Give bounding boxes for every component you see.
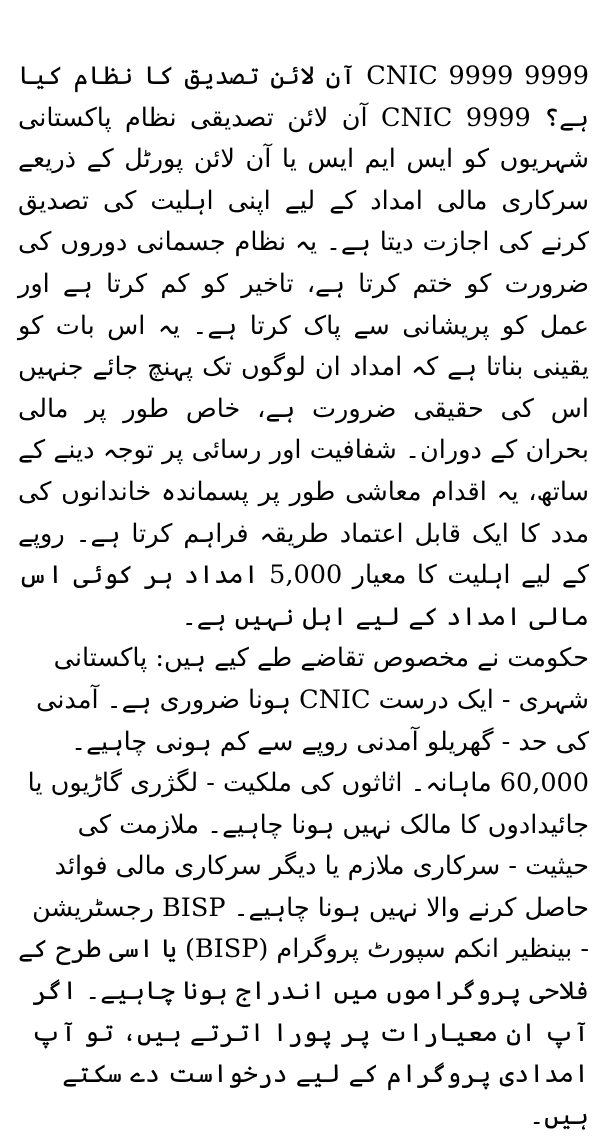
article-paragraph-requirements: حکومت نے مخصوص تقاضے طے کیے ہیں: پاکستانی شہری - ایک درست CNIC ہونا ضروری ہے۔ آمدنی کی حد - گھریلو آمدنی روپے سے کم ہونی چاہیے۔ 60,000 ماہانہ۔ اثاثوں کی ملکیت - لگژری گاڑیوں یا جائیدادوں کا مالک نہیں ہونا چاہیے۔ ملازمت کی حیثیت - سرکاری ملازم یا دیگر سرکاری مالی فوائد حاصل کرنے والا نہیں ہونا چاہیے۔ BISP رجسٹریشن - بینظیر انکم سپورٹ پروگرام (BISP) یا اسی طرح کے فلاحی پروگراموں میں اندراج ہونا چاہیے۔ اگر آپ ان معیارات پر پورا اترتے ہیں، تو آپ امدادی پروگرام کے لیے درخواست دے سکتے ہیں۔ (18, 643, 589, 1131)
article-paragraph-eligibility-system: 9999 CNIC 9999 آن لائن تصدیق کا نظام کیا ہے؟ 9999 CNIC آن لائن تصدیقی نظام پاکستانی شہریوں کو ایس ایم ایس یا آن لائن پورٹل کے ذریعے سرکاری مالی امداد کے لیے اپنی اہلیت کی تصدیق کرنے کی اجازت دیتا ہے۔ یہ نظام جسمانی دوروں کی ضرورت کو ختم کرتا ہے، تاخیر کو کم کرتا ہے اور عمل کو پریشانی سے پاک کرتا ہے۔ یہ اس بات کو یقینی بناتا ہے کہ امداد ان لوگوں تک پہنچ جائے جنہیں اس کی حقیقی ضرورت ہے، خاص طور پر مالی بحران کے دوران۔ شفافیت اور رسائی پر توجہ دینے کے ساتھ، یہ اقدام معاشی طور پر پسماندہ خاندانوں کی مدد کا ایک قابل اعتماد طریقہ فراہم کرتا ہے۔ روپے کے لیے اہلیت کا معیار 5,000 امداد ہر کوئی اس مالی امداد کے لیے اہل نہیں ہے۔ (18, 61, 589, 632)
article-body (18, 56, 589, 1137)
